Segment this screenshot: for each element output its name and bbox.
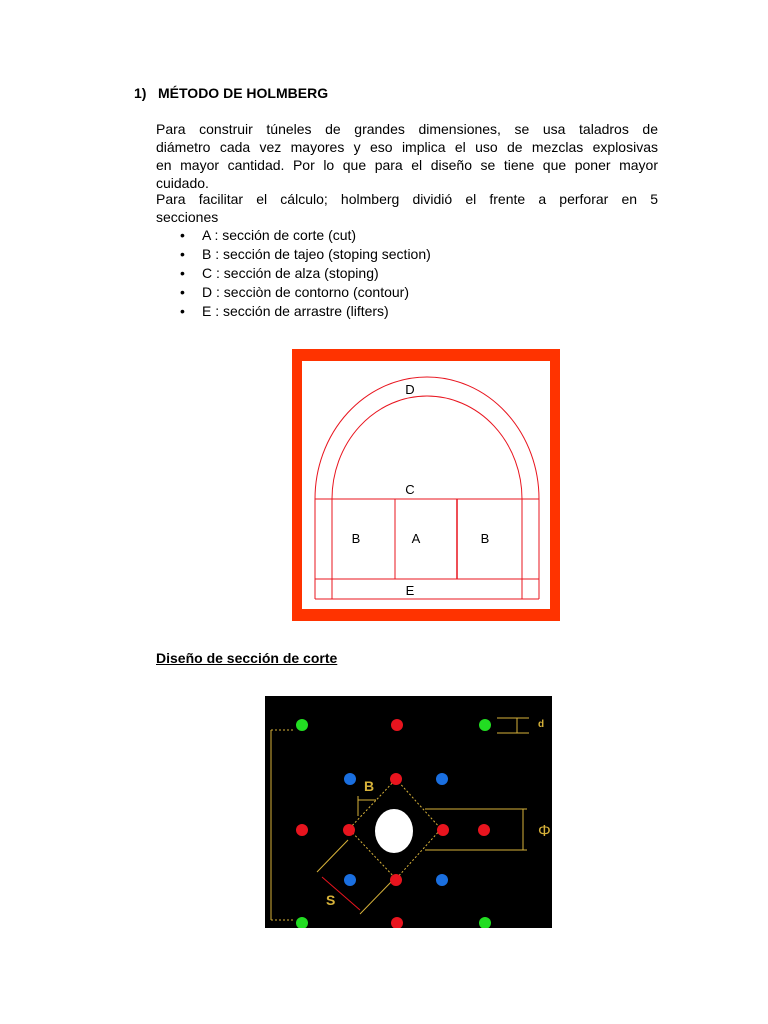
list-item: • D : secciòn de contorno (contour) <box>180 284 409 300</box>
label-e: E <box>405 583 415 598</box>
red-hole <box>478 824 490 836</box>
list-item: • C : sección de alza (stoping) <box>180 265 379 281</box>
red-hole <box>296 824 308 836</box>
section-number: 1) <box>134 85 147 101</box>
bullet-icon: • <box>180 227 185 243</box>
list-item: • B : sección de tajeo (stoping section) <box>180 246 431 262</box>
blue-hole <box>436 874 448 886</box>
division-line: secciones <box>156 209 219 225</box>
label-c: C <box>405 482 415 497</box>
division-line: Para facilitar el cálculo; holmberg dividió el frente a perforar en 5 <box>156 191 658 207</box>
label-d-small: d <box>538 719 545 730</box>
diagram-background <box>265 696 552 928</box>
green-hole <box>479 719 491 731</box>
label-b-right: B <box>480 531 490 546</box>
cut-design-diagram <box>265 696 552 928</box>
bullet-icon: • <box>180 246 185 262</box>
bullet-icon: • <box>180 303 185 319</box>
blue-hole <box>344 874 356 886</box>
division-paragraph <box>156 190 658 226</box>
label-b-burden: B <box>364 778 375 794</box>
red-hole <box>390 773 402 785</box>
label-d: D <box>405 382 415 397</box>
tunnel-sections-diagram <box>292 349 560 621</box>
blue-hole <box>344 773 356 785</box>
intro-line: Para construir túneles de grandes dimensiones, se usa taladros de <box>156 121 658 137</box>
red-hole <box>391 719 403 731</box>
red-hole <box>390 874 402 886</box>
intro-line: cuidado. <box>156 175 209 191</box>
red-hole <box>343 824 355 836</box>
section-title: MÉTODO DE HOLMBERG <box>158 85 329 101</box>
list-item: • E : sección de arrastre (lifters) <box>180 303 389 319</box>
bullet-icon: • <box>180 284 185 300</box>
label-a: A <box>411 531 421 546</box>
label-s-spacing: S <box>326 892 336 908</box>
cut-section-subtitle: Diseño de sección de corte <box>156 650 338 666</box>
label-phi: Φ <box>538 823 551 840</box>
section-heading <box>134 85 328 101</box>
green-hole <box>296 719 308 731</box>
list-item: • A : sección de corte (cut) <box>180 227 357 243</box>
diagram-canvas <box>302 361 550 609</box>
blue-hole <box>436 773 448 785</box>
sections-list <box>176 226 431 321</box>
red-hole <box>437 824 449 836</box>
intro-line: diámetro cada vez mayores y eso implica el uso de mezclas explosivas <box>156 139 658 155</box>
intro-line: en mayor cantidad. Por lo que para el diseño se tiene que poner mayor <box>156 157 658 173</box>
intro-paragraph <box>156 120 658 192</box>
empty-relief-hole <box>375 809 413 853</box>
bullet-icon: • <box>180 265 185 281</box>
label-b-left: B <box>351 531 361 546</box>
